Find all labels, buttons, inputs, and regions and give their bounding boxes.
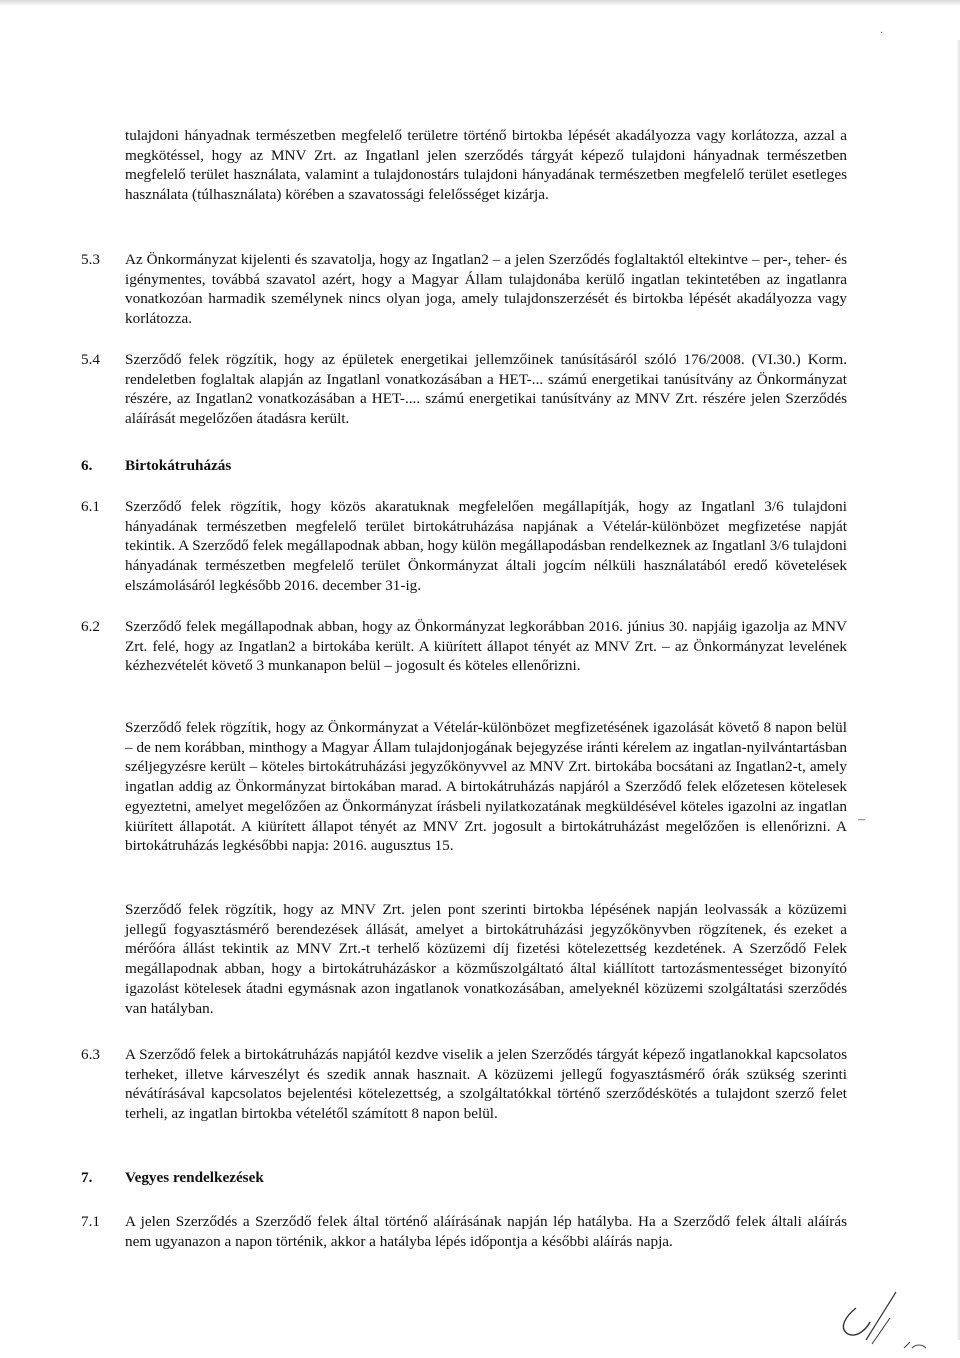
paragraph-6-2-c: Szerződő felek rögzítik, hogy az MNV Zrt. jelen pont szerinti birtokba lépésének napján leolvassák a közüzemi jellegű fogyasztásmérő berendezések állását, amelyet a birtokátruházási jegyzőkönyvben rögzítenek, és ezeket a mérőóra állást tekintik az MNV Zrt.-t terhelő közüzemi díj fizetési kötelezettség kezdetének. A Szerződő Felek megállapodnak abban, hogy a birtokátruházáskor a közműszolgáltató által kiállított tartozásmentességet bizonyító igazolást kötelesek átadni egymásnak azon ingatlanok vonatkozásában, amelyeknél közüzemi szolgáltatási szerződés van hatályban.: [125, 901, 847, 1017]
section-number: 6.: [81, 457, 93, 474]
scan-mark: –: [858, 812, 865, 827]
paragraph-6-3: A Szerződő felek a birtokátruházás napjától kezdve viselik a jelen Szerződés tárgyát képező ingatlanokkal kapcsolatos terheket, illetve kárveszélyt és szedik annak hasznait. A közüzemi jellegű fogyasztásmérő órák szükség szerinti névátírásával kapcsolatos bejelentési kötelezettség, a szolgáltatókkal történő szerződéskötés a tulajdont szerző felet terheli, az ingatlan birtokba vételétől számított 8 napon belül.: [125, 1046, 847, 1123]
paragraph-5-3: Az Önkormányzat kijelenti és szavatolja, hogy az Ingatlan2 – a jelen Szerződés foglaltaktól eltekintve – per-, teher- és igénymentes, továbbá szavatol azért, hogy a Magyar Állam tulajdonába kerülő ingatlan tekintetében az ingatlanra vonatkozóan harmadik személynek nincs olyan joga, amely tulajdonszerzését és birtokba lépését akadályozza vagy korlátozza.: [125, 251, 847, 328]
paragraph-6-2-b: Szerződő felek rögzítik, hogy az Önkormányzat a Vételár-különbözet megfizetésének igazolását követő 8 napon belül – de nem korábban, minthogy a Magyar Állam tulajdonjogának bejegyzése iránti kérelem az ingatlan-nyilvántartásban széljegyzésre került – köteles birtokátruházási jegyzőkönyvvel az MNV Zrt. birtokába bocsátani az Ingatlan2-t, amely ingatlan addig az Önkormányzat birtokában marad. A birtokátruházás napjáról a Szerződő felek előzetesen kötelesek egyeztetni, amelyet megelőzően az Önkormányzat írásbeli nyilatkozatának megküldésével köteles igazolni az ingatlan kiürített állapotát. A kiürített állapot tényét az MNV Zrt. jogosult a birtokátruházást megelőzően is ellenőrizni. A birtokátruházás legkésőbbi napja: 2016. augusztus 15.: [125, 719, 847, 855]
handwritten-signature: [826, 1288, 936, 1352]
section-number: 6.2: [81, 618, 100, 635]
section-heading-birtokatruhazas: Birtokátruházás: [125, 457, 232, 474]
section-number: 6.1: [81, 498, 100, 515]
section-heading-vegyes-rendelkezesek: Vegyes rendelkezések: [125, 1169, 264, 1186]
scan-mark: ·: [880, 28, 884, 39]
section-number: 6.3: [81, 1046, 100, 1063]
section-number: 5.4: [81, 351, 100, 368]
paragraph-5-4: Szerződő felek rögzítik, hogy az épületek energetikai jellemzőinek tanúsításáról szóló 176/2008. (VI.30.) Korm. rendeletben foglaltak alapján az Ingatlanl vonatkozásában a HET-... számú energetikai tanúsítvány az Önkormányzat részére, az Ingatlan2 vonatkozásában a HET-.... számú energetikai tanúsítvány az MNV Zrt. részére jelen Szerződés aláírását megelőzően átadásra került.: [125, 351, 847, 428]
section-number: 7.: [81, 1169, 93, 1186]
section-number: 7.1: [81, 1213, 100, 1230]
scan-edge-top: [0, 0, 960, 6]
paragraph-7-1: A jelen Szerződés a Szerződő felek által történő aláírásának napján lép hatályba. Ha a Szerződő felek általi aláírás nem ugyanazon a napon történik, akkor a hatályba lépés időpontja a későbbi aláírás napja.: [125, 1213, 847, 1250]
paragraph-6-2: Szerződő felek megállapodnak abban, hogy az Önkormányzat legkorábban 2016. június 30. napjáig igazolja az MNV Zrt. felé, hogy az Ingatlan2 a birtokába került. A kiürített állapot tényét az MNV Zrt. – az Önkormányzat levelének kézhezvételét követő 3 munkanapon belül – jogosult és köteles ellenőrizni.: [125, 618, 847, 675]
paragraph-6-1: Szerződő felek rögzítik, hogy közös akaratuknak megfelelően megállapítják, hogy az Ingatlanl 3/6 tulajdoni hányadának természetben megfelelő terület birtokátruházása napjának a Vételár-különbözet megfizetése napját tekintik. A Szerződő felek megállapodnak abban, hogy külön megállapodásban rendelkeznek az Ingatlanl 3/6 tulajdoni hányadának természetben megfelelő terület Önkormányzat általi jogcím nélküli használatából eredő követelések elszámolásáról legkésőbb 2016. december 31-ig.: [125, 498, 847, 594]
paragraph-continuation: tulajdoni hányadnak természetben megfelelő területre történő birtokba lépését akadályozza vagy korlátozza, azzal a megkötéssel, hogy az MNV Zrt. az Ingatlanl jelen szerződés tárgyát képező tulajdoni hányadnak természetben megfelelő terület használata, valamint a tulajdonostárs tulajdoni hányadának természetben megfelelő terület esetleges használata (túlhasználata) körében a szavatossági felelősséget kizárja.: [125, 127, 847, 204]
section-number: 5.3: [81, 251, 100, 268]
scan-edge-right: [956, 40, 960, 1340]
